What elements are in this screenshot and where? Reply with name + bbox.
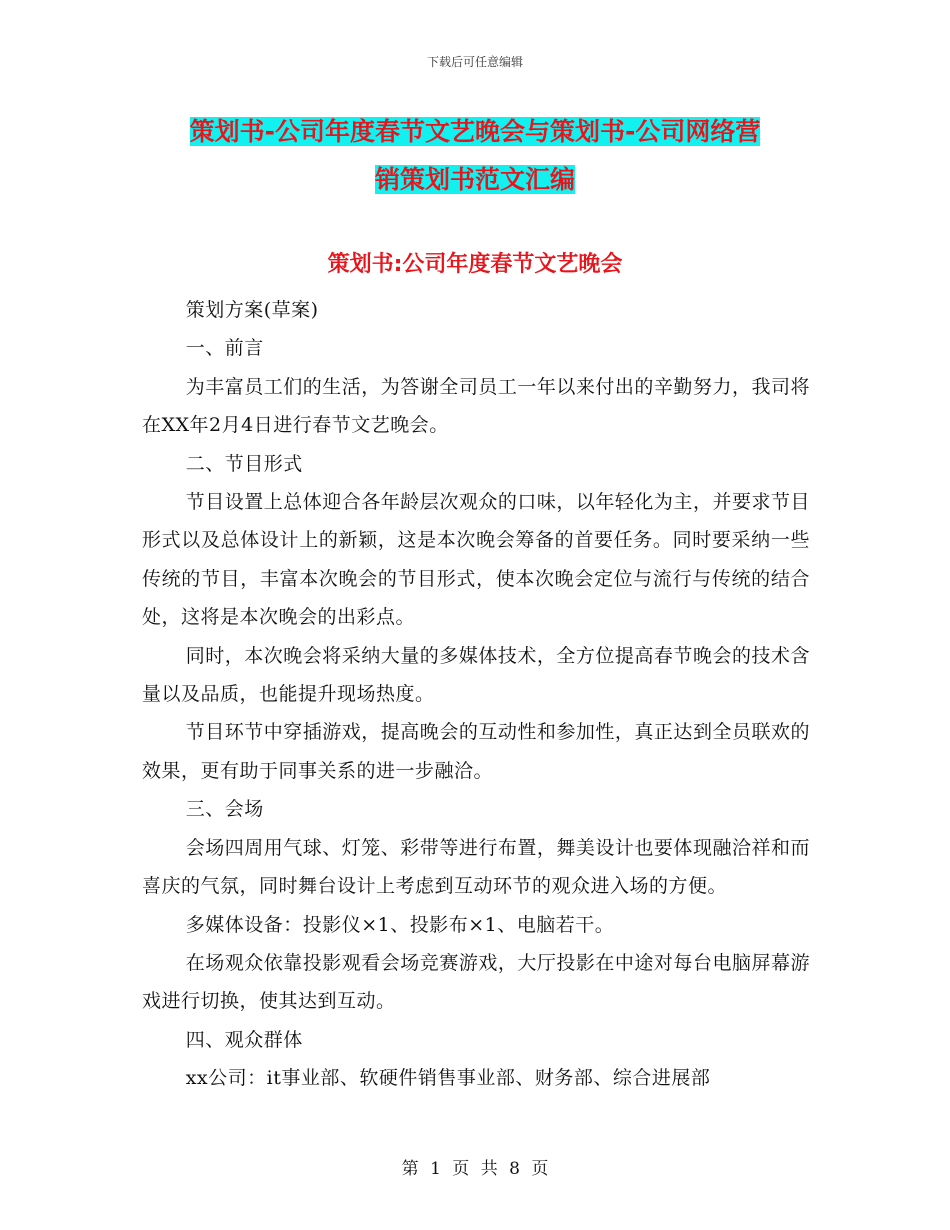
paragraph: 节目环节中穿插游戏，提高晚会的互动性和参加性，真正达到全员联欢的效果，更有助于同事关系的进一步融洽。 (142, 721, 810, 782)
heading-program-format: 二、节目形式 (185, 452, 303, 475)
paragraph: 节目设置上总体迎合各年龄层次观众的口味，以年轻化为主，并要求节目形式以及总体设计上的新颖，这是本次晚会筹备的首要任务。同时要采纳一些传统的节目，丰富本次晚会的节目形式，使本次晚会定位与流行与传统的结合处，这将是本次晚会的出彩点。 (142, 491, 810, 629)
page-footer: 第 1 页 共 8 页 (401, 1159, 549, 1179)
paragraph: xx公司：it事业部、软硬件销售事业部、财务部、综合进展部 (185, 1067, 711, 1090)
paragraph: 在场观众依靠投影观看会场竞赛游戏，大厅投影在中途对每台电脑屏幕游戏进行切换，使其达到互动。 (142, 951, 810, 1013)
document-title (140, 108, 810, 204)
heading-audience: 四、观众群体 (185, 1028, 303, 1051)
title-line-1: 策划书-公司年度春节文艺晚会与策划书-公司网络营 (189, 117, 761, 146)
paragraph: 为丰富员工们的生活，为答谢全司员工一年以来付出的辛勤努力，我司将在XX年2月4日进行春节文艺晚会。 (142, 375, 810, 437)
heading-preface: 一、前言 (185, 337, 264, 360)
paragraph: 多媒体设备：投影仪×1、投影布×1、电脑若干。 (185, 913, 615, 936)
title-line-2: 销策划书范文汇编 (374, 165, 575, 194)
section-title: 策划书:公司年度春节文艺晚会 (327, 252, 623, 277)
paragraph: 同时，本次晚会将采纳大量的多媒体技术，全方位提高春节晚会的技术含量以及品质，也能提升现场热度。 (142, 644, 810, 706)
document-body (142, 291, 810, 1098)
heading-venue: 三、会场 (185, 798, 264, 821)
header-note: 下载后可任意编辑 (426, 55, 523, 69)
paragraph: 策划方案(草案) (185, 299, 319, 321)
paragraph: 会场四周用气球、灯笼、彩带等进行布置，舞美设计也要体现融洽祥和而喜庆的气氛，同时舞台设计上考虑到互动环节的观众进入场的方便。 (142, 836, 810, 898)
